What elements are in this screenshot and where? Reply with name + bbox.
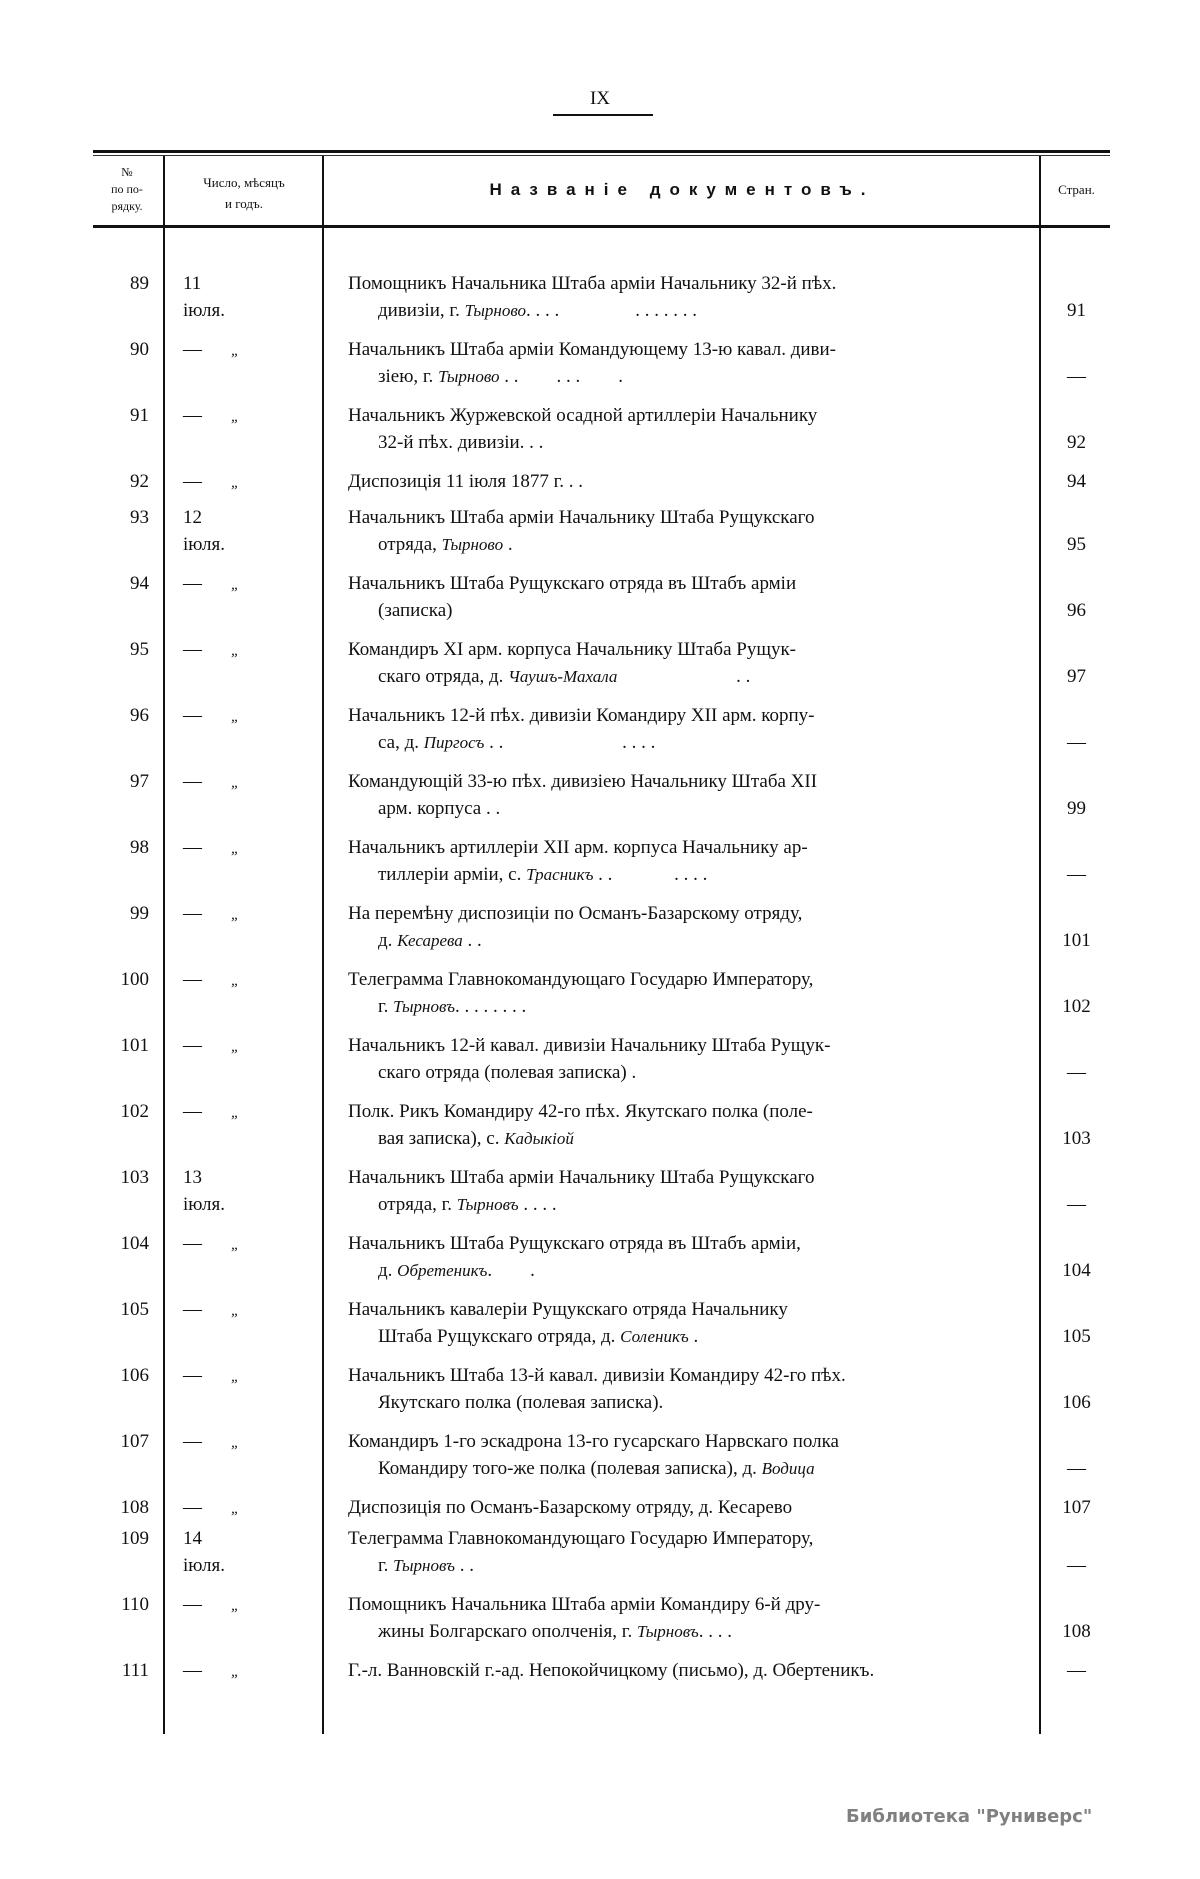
- row-title: [348, 468, 1018, 495]
- ditto-mark: „: [231, 1501, 240, 1517]
- row-page: 104: [1062, 1260, 1091, 1281]
- title-line-2-leader: .: [503, 534, 513, 555]
- date-value: 14 іюля.: [183, 1528, 225, 1576]
- ditto-mark: „: [231, 1303, 240, 1319]
- row-date: [183, 336, 323, 365]
- date-value: —: [183, 639, 202, 660]
- row-page: 99: [1067, 798, 1086, 819]
- row-page: 105: [1062, 1326, 1091, 1347]
- row-date: [183, 1428, 323, 1457]
- title-line-1: Начальникъ артиллеріи XII арм. корпуса Начальнику ар-: [348, 837, 808, 858]
- title-line-2: [348, 1125, 1018, 1152]
- title-line-1: Диспозиція по Османъ-Базарскому отряду, д. Кесарево: [348, 1497, 793, 1518]
- row-date: [183, 1494, 323, 1523]
- ditto-mark: „: [231, 1105, 240, 1121]
- row-number: 89: [130, 273, 149, 294]
- title-line-2-text: отряда, г.: [378, 1194, 457, 1215]
- title-line-2-leader: . . . . . .: [484, 732, 656, 753]
- row-page: 107: [1062, 1497, 1091, 1518]
- row-page: —: [1067, 864, 1086, 885]
- row-number: 90: [130, 339, 149, 360]
- row-number: 100: [120, 969, 149, 990]
- title-line-2-text: зіею, г.: [378, 366, 439, 387]
- title-line-2-leader: . .: [617, 666, 751, 687]
- place-name: Кадыкіой: [504, 1129, 574, 1148]
- row-number: 94: [130, 573, 149, 594]
- place-name: Тырново: [438, 367, 500, 386]
- title-line-2: [348, 531, 1018, 558]
- row-title: [348, 1362, 1018, 1416]
- row-number: 104: [120, 1233, 149, 1254]
- table-top-rule: [93, 150, 1110, 153]
- row-title: [348, 1296, 1018, 1350]
- date-value: —: [183, 705, 202, 726]
- title-line-2: [348, 297, 1018, 324]
- date-value: —: [183, 1660, 202, 1681]
- row-date: [183, 1525, 323, 1579]
- title-line-2: [348, 861, 1018, 888]
- place-name: Кесарева: [397, 931, 463, 950]
- date-value: —: [183, 771, 202, 792]
- title-line-2-text: скаго отряда (полевая записка) .: [378, 1062, 637, 1083]
- place-name: Тырновъ: [393, 997, 455, 1016]
- row-page: 96: [1067, 600, 1086, 621]
- title-line-2-text: тиллеріи арміи, с.: [378, 864, 527, 885]
- title-line-2-leader: . . . . . . . .: [454, 996, 527, 1017]
- title-line-2-leader: . .: [462, 930, 482, 951]
- title-line-2-text: (записка): [378, 600, 453, 621]
- title-line-1: Начальникъ Журжевской осадной артиллеріи Начальнику: [348, 405, 818, 426]
- title-line-1: Диспозиція 11 іюля 1877 г. . .: [348, 471, 584, 492]
- row-date: [183, 834, 323, 863]
- title-line-2-leader: . .: [487, 1260, 535, 1281]
- date-value: —: [183, 573, 202, 594]
- column-divider: [1039, 156, 1041, 1734]
- title-line-2-leader: . . . . . . . . . . .: [526, 300, 698, 321]
- ditto-mark: „: [231, 1039, 240, 1055]
- title-line-1: Командиръ XI арм. корпуса Начальнику Штаба Рущук-: [348, 639, 797, 660]
- ditto-mark: „: [231, 1237, 240, 1253]
- row-date: [183, 570, 323, 599]
- place-name: Тырновъ: [393, 1556, 455, 1575]
- date-value: —: [183, 405, 202, 426]
- title-line-1: Телеграмма Главнокомандующаго Государю Императору,: [348, 1528, 814, 1549]
- title-line-1: Начальникъ Штаба Рущукскаго отряда въ Штабъ арміи,: [348, 1233, 801, 1254]
- row-number: 108: [120, 1497, 149, 1518]
- row-title: [348, 570, 1018, 624]
- page-number: IX: [589, 88, 611, 109]
- title-line-2: [348, 1191, 1018, 1218]
- title-line-1: Начальникъ Штаба Рущукскаго отряда въ Штабъ арміи: [348, 573, 797, 594]
- ditto-mark: „: [231, 907, 240, 923]
- title-line-1: Командующій 33-ю пѣх. дивизіею Начальнику Штаба XII: [348, 771, 818, 792]
- ditto-mark: „: [231, 343, 240, 359]
- place-name: Тырновъ: [456, 1195, 519, 1214]
- row-page: —: [1067, 732, 1086, 753]
- row-date: [183, 270, 323, 324]
- row-title: [348, 702, 1018, 756]
- row-title: [348, 1230, 1018, 1284]
- date-value: —: [183, 1035, 202, 1056]
- date-value: —: [183, 837, 202, 858]
- row-page: 91: [1067, 300, 1086, 321]
- date-value: —: [183, 471, 202, 492]
- title-line-2: [348, 1323, 1018, 1350]
- row-date: [183, 768, 323, 797]
- row-number: 106: [120, 1365, 149, 1386]
- ditto-mark: „: [231, 1598, 240, 1614]
- row-page: —: [1067, 1062, 1086, 1083]
- row-number: 98: [130, 837, 149, 858]
- title-line-1: Начальникъ Штаба арміи Командующему 13-ю кавал. диви-: [348, 339, 836, 360]
- row-page: —: [1067, 1194, 1086, 1215]
- row-title: [348, 1494, 1018, 1521]
- row-number: 99: [130, 903, 149, 924]
- column-divider: [163, 156, 165, 1734]
- header-page: Стран.: [1058, 182, 1095, 197]
- title-line-2-leader: . .: [454, 1555, 474, 1576]
- date-value: —: [183, 1101, 202, 1122]
- ditto-mark: „: [231, 709, 240, 725]
- row-title: [348, 768, 1018, 822]
- ditto-mark: „: [231, 1435, 240, 1451]
- row-date: [183, 1032, 323, 1061]
- title-line-1: Начальникъ Штаба 13-й кавал. дивизіи Командиру 42-го пѣх.: [348, 1365, 846, 1386]
- title-line-1: Полк. Рикъ Командиру 42-го пѣх. Якутскаго полка (поле-: [348, 1101, 813, 1122]
- row-date: [183, 468, 323, 497]
- row-number: 109: [120, 1528, 149, 1549]
- row-number: 91: [130, 405, 149, 426]
- row-number: 110: [121, 1594, 149, 1615]
- row-page: —: [1067, 1458, 1086, 1479]
- title-line-2-text: д.: [378, 1260, 398, 1281]
- row-title: [348, 336, 1018, 390]
- row-title: [348, 966, 1018, 1020]
- row-page: 106: [1062, 1392, 1091, 1413]
- row-date: [183, 1657, 323, 1686]
- ditto-mark: „: [231, 409, 240, 425]
- place-name: Соленикъ: [620, 1327, 689, 1346]
- title-line-1: Начальникъ 12-й пѣх. дивизіи Командиру XII арм. корпу-: [348, 705, 815, 726]
- ditto-mark: „: [231, 643, 240, 659]
- title-line-2-leader: . . . . . .: [593, 864, 708, 885]
- title-line-2: [348, 1455, 1018, 1482]
- row-page: —: [1067, 1555, 1086, 1576]
- date-value: —: [183, 1497, 202, 1518]
- header-number: [93, 164, 161, 215]
- title-line-2-text: Командиру того-же полка (полевая записка), д.: [378, 1458, 762, 1479]
- row-page: —: [1067, 1660, 1086, 1681]
- title-line-2-leader: .: [688, 1326, 699, 1347]
- ditto-mark: „: [231, 973, 240, 989]
- title-line-2: [348, 597, 1018, 624]
- title-line-2-text: са, д.: [378, 732, 424, 753]
- title-line-2: [348, 429, 1018, 456]
- title-line-2: [348, 993, 1018, 1020]
- row-number: 105: [120, 1299, 149, 1320]
- header-number-line: №: [121, 165, 133, 179]
- place-name: Чаушъ-Махала: [508, 667, 618, 686]
- row-page: 103: [1062, 1128, 1091, 1149]
- row-date: [183, 1296, 323, 1325]
- header-title: Названіе документовъ.: [489, 180, 875, 199]
- date-value: —: [183, 903, 202, 924]
- row-title: [348, 1591, 1018, 1645]
- row-number: 107: [120, 1431, 149, 1452]
- title-line-1: Начальникъ кавалеріи Рущукскаго отряда Начальнику: [348, 1299, 788, 1320]
- title-line-2: [348, 1552, 1018, 1579]
- row-page: 108: [1062, 1621, 1091, 1642]
- title-line-1: Начальникъ Штаба арміи Начальнику Штаба Рущукскаго: [348, 507, 815, 528]
- row-title: [348, 1032, 1018, 1086]
- place-name: Тырново: [441, 535, 504, 554]
- title-line-1: Начальникъ 12-й кавал. дивизіи Начальнику Штаба Рущук-: [348, 1035, 831, 1056]
- title-line-2: [348, 927, 1018, 954]
- row-date: [183, 1098, 323, 1127]
- row-number: 97: [130, 771, 149, 792]
- row-date: [183, 636, 323, 665]
- place-name: Водица: [761, 1459, 815, 1478]
- row-date: [183, 900, 323, 929]
- row-date: [183, 966, 323, 995]
- row-number: 92: [130, 471, 149, 492]
- title-line-2: [348, 363, 1018, 390]
- row-title: [348, 402, 1018, 456]
- row-page: 94: [1067, 471, 1086, 492]
- ditto-mark: „: [231, 475, 240, 491]
- header-number-line: по по-: [111, 182, 143, 196]
- row-title: [348, 900, 1018, 954]
- title-line-2: [348, 1257, 1018, 1284]
- row-number: 111: [121, 1660, 149, 1681]
- row-page: 92: [1067, 432, 1086, 453]
- title-line-2-text: вая записка), с.: [378, 1128, 505, 1149]
- title-line-2-leader: . . . .: [518, 1194, 557, 1215]
- place-name: Трасникъ: [526, 865, 594, 884]
- header-date-line: Число, мѣсяцъ: [203, 175, 285, 190]
- title-line-1: Телеграмма Главнокомандующаго Государю Императору,: [348, 969, 814, 990]
- row-title: [348, 504, 1018, 558]
- table-header: [93, 156, 1110, 226]
- date-value: —: [183, 1299, 202, 1320]
- row-date: [183, 702, 323, 731]
- title-line-2-text: отряда,: [378, 534, 442, 555]
- title-line-2: [348, 1389, 1018, 1416]
- row-date: [183, 1230, 323, 1259]
- row-title: [348, 1428, 1018, 1482]
- ditto-mark: „: [231, 775, 240, 791]
- title-line-2-text: д.: [378, 930, 398, 951]
- date-value: —: [183, 969, 202, 990]
- place-name: Тырновъ: [636, 1622, 699, 1641]
- row-title: [348, 270, 1018, 324]
- title-line-2-text: арм. корпуса . .: [378, 798, 501, 819]
- row-date: [183, 1164, 323, 1218]
- title-line-1: Командиръ 1-го эскадрона 13-го гусарскаго Нарвскаго полка: [348, 1431, 839, 1452]
- place-name: Тырново: [464, 301, 527, 320]
- date-value: —: [183, 1431, 202, 1452]
- row-title: [348, 1525, 1018, 1579]
- row-date: [183, 1362, 323, 1391]
- title-line-2: [348, 795, 1018, 822]
- ditto-mark: „: [231, 841, 240, 857]
- row-page: 102: [1062, 996, 1091, 1017]
- date-value: —: [183, 339, 202, 360]
- title-line-2-text: жины Болгарскаго ополченія, г.: [378, 1621, 637, 1642]
- header-date: [165, 172, 323, 214]
- date-value: —: [183, 1233, 202, 1254]
- title-line-2-text: скаго отряда, д.: [378, 666, 509, 687]
- row-page: 95: [1067, 534, 1086, 555]
- title-line-1: Г.-л. Ванновскій г.-ад. Непокойчицкому (письмо), д. Обертеникъ.: [348, 1660, 875, 1681]
- title-line-2-text: Штаба Рущукскаго отряда, д.: [378, 1326, 621, 1347]
- title-line-2-text: Якутскаго полка (полевая записка).: [378, 1392, 664, 1413]
- title-line-2-text: г.: [378, 996, 394, 1017]
- ditto-mark: „: [231, 1369, 240, 1385]
- title-line-1: Начальникъ Штаба арміи Начальнику Штаба Рущукскаго: [348, 1167, 815, 1188]
- row-title: [348, 834, 1018, 888]
- row-date: [183, 504, 323, 558]
- title-line-2: [348, 729, 1018, 756]
- header-number-line: рядку.: [111, 199, 143, 213]
- title-line-2: [348, 663, 1018, 690]
- title-line-2-text: 32-й пѣх. дивизіи. . .: [378, 432, 544, 453]
- page-number-underline: [553, 114, 653, 116]
- row-title: [348, 1657, 1018, 1684]
- date-value: 12 іюля.: [183, 507, 225, 555]
- title-line-1: Помощникъ Начальника Штаба арміи Начальнику 32-й пѣх.: [348, 273, 837, 294]
- row-title: [348, 636, 1018, 690]
- row-number: 102: [120, 1101, 149, 1122]
- row-number: 93: [130, 507, 149, 528]
- title-line-2-leader: . . . .: [698, 1621, 732, 1642]
- row-date: [183, 402, 323, 431]
- row-page: —: [1067, 366, 1086, 387]
- row-number: 96: [130, 705, 149, 726]
- title-line-2-text: г.: [378, 1555, 394, 1576]
- title-line-2-text: дивизіи, г.: [378, 300, 465, 321]
- date-value: 13 іюля.: [183, 1167, 225, 1215]
- header-bottom-rule: [93, 225, 1110, 228]
- place-name: Обретеникъ: [397, 1261, 488, 1280]
- library-watermark: Библиотека "Руниверс": [846, 1806, 1093, 1827]
- ditto-mark: „: [231, 577, 240, 593]
- ditto-mark: „: [231, 1664, 240, 1680]
- title-line-2: [348, 1059, 1018, 1086]
- title-line-2: [348, 1618, 1018, 1645]
- row-number: 95: [130, 639, 149, 660]
- row-number: 101: [120, 1035, 149, 1056]
- title-line-1: На перемѣну диспозиціи по Османъ-Базарскому отряду,: [348, 903, 803, 924]
- date-value: 11 іюля.: [183, 273, 225, 321]
- place-name: Пиргосъ: [423, 733, 485, 752]
- row-date: [183, 1591, 323, 1620]
- row-number: 103: [120, 1167, 149, 1188]
- row-page: 97: [1067, 666, 1086, 687]
- header-date-line: и годъ.: [225, 196, 263, 211]
- title-line-2-leader: . . . . . .: [499, 366, 624, 387]
- date-value: —: [183, 1365, 202, 1386]
- row-title: [348, 1164, 1018, 1218]
- title-line-1: Помощникъ Начальника Штаба арміи Командиру 6-й дру-: [348, 1594, 821, 1615]
- row-title: [348, 1098, 1018, 1152]
- date-value: —: [183, 1594, 202, 1615]
- row-page: 101: [1062, 930, 1091, 951]
